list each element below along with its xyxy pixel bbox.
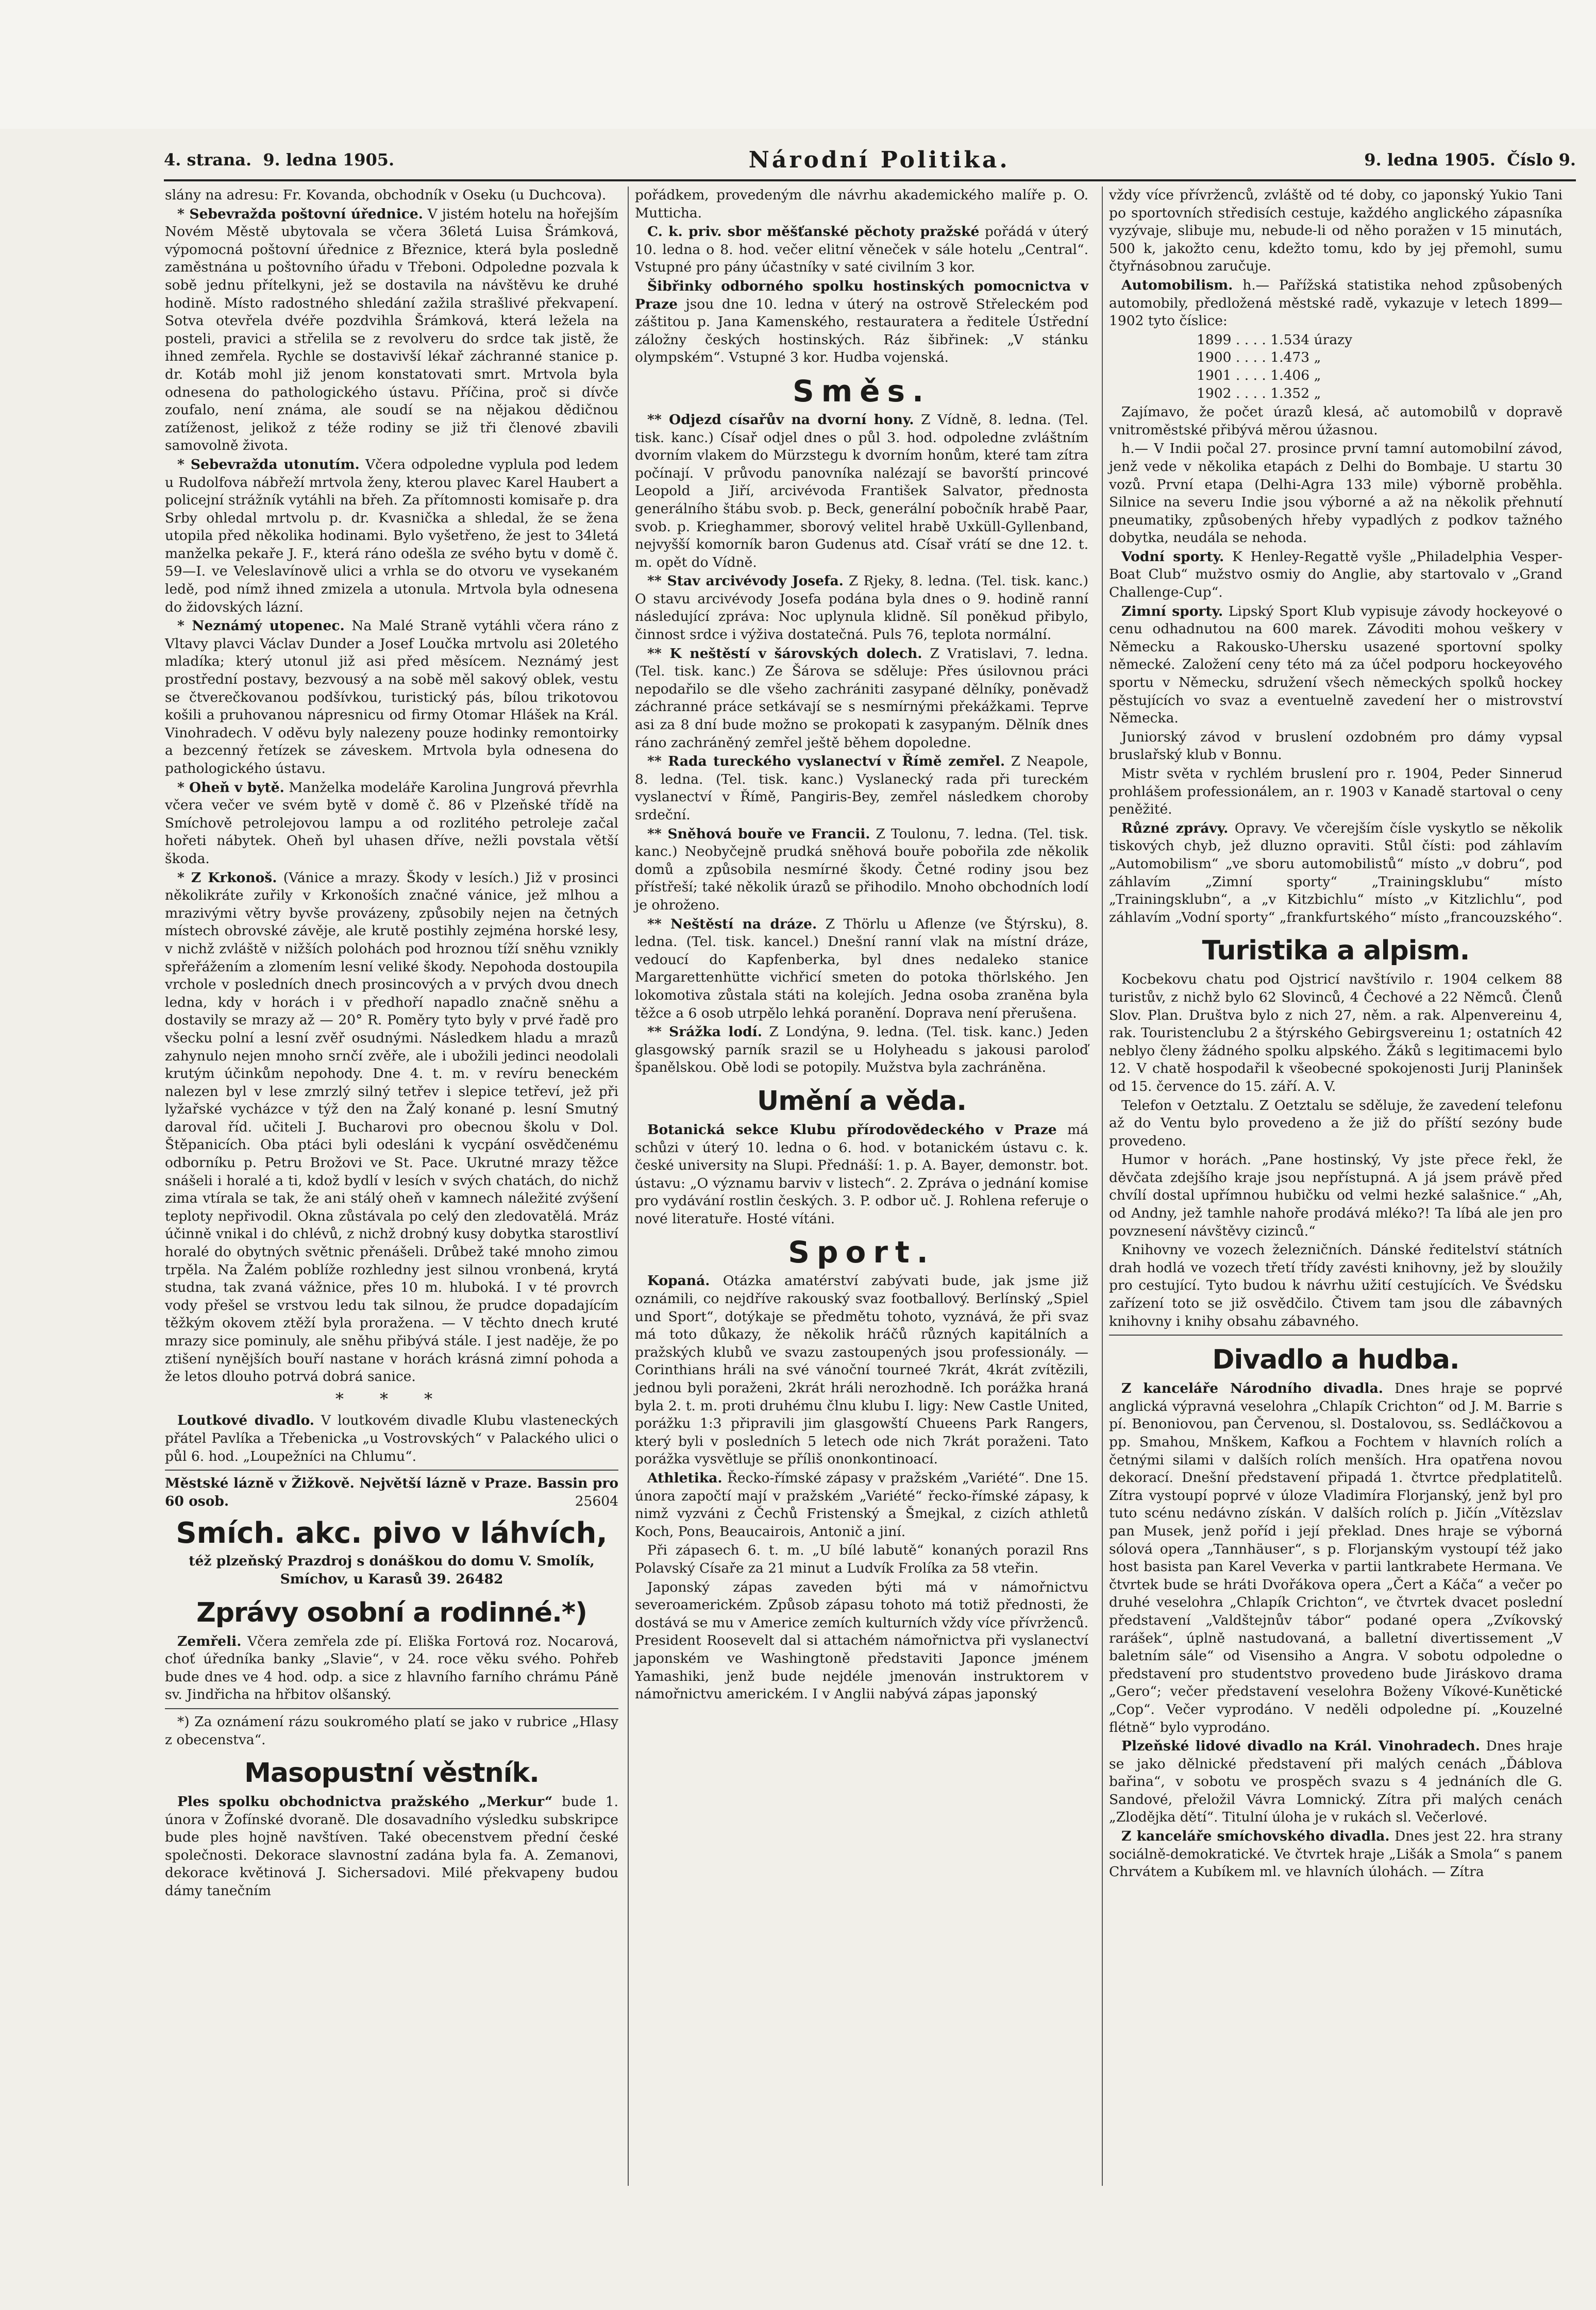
article (1109, 1380, 1563, 1736)
article-text: vždy více přívrženců, zvláště od té doby, co japonský Yukio Tani po sportovních středisích cestuje, každého anglického zápasníka vyzývaje, slibuje mu, nebude-li od něho poražen v 15 minutách, 500 k, jakožto cenu, kdežto tomu, kdo by jej přemohl, sumu čtyřnásobnou zaručuje. (1109, 187, 1563, 275)
header-rule (164, 179, 1576, 181)
article (1109, 820, 1563, 927)
article-text: Knihovny ve vozech železničních. Dánské ředitelství státních drah hodlá ve vozech třetí třídy zavésti knihovny, jež by sloužily pro cestující. Tyto budou k návrhu užití cestujících. Ve Švédsku zařízení toto se již osvědčilo. Čtivem tam jsou dle zábavných knihovny i knihy obsahu zábavného. (1109, 1242, 1563, 1329)
article-text: jsou dne 10. ledna v úterý na ostrově Střeleckém pod záštitou p. Jana Kamenského, restauratera a ředitele Ústřední záložny českých hostinských. Ráz šibřinek: „V stánku olympském“. Vstupné 3 kor. Hudba vojenská. (635, 296, 1088, 366)
column-3 (1109, 187, 1563, 1882)
article-text: bude 1. února v Žofínské dvoraně. Dle dosavadního výsledku subskripce bude ples hojně navštíven. Také obecenstvem přední české společnosti. Dekorace slavnostní zadána byla fa. A. Zemanovi, dekorace květinová J. Sichersadovi. Milé překvapeny budou dámy tanečním (165, 1794, 618, 1899)
article (165, 206, 618, 455)
article-heading: ** Rada tureckého vyslanectví v Římě zemřel. (647, 753, 1005, 770)
article (1109, 603, 1563, 728)
advertisement (165, 1553, 618, 1588)
masthead-title: Národní Politika. (748, 146, 1010, 173)
article-heading: ** Odjezd císařův na dvorní hony. (647, 411, 914, 428)
stats-row: 1900 . . . . 1.473 „ (1197, 349, 1321, 366)
article-text: Kocbekovu chatu pod Ojstricí navštívilo r. 1904 celkem 88 turistův, z nichž bylo 62 Slovinců, 4 Čechové a 22 Němců. Členů Slov. Plan. Društva bylo z nich 27, něm. a rak. Alpenvereinu 4, rak. Touristenclubu 2 a štýrského Gebirgsvereinu 1; ostatních 42 neblyo členy žádného spolku alpského. Žáků s legitimacemi bylo 12. V chatě hospodařil k všeobecné spokojenosti Jurij Planinšek od 15. července do 15. září. A. V. (1109, 971, 1563, 1094)
article-heading: * Z Krkonoš. (177, 869, 277, 886)
article-text: slány na adresu: Fr. Kovanda, obchodník v Oseku (u Duchcova). (165, 187, 607, 203)
article (165, 1412, 618, 1465)
article-text: V loutkovém divadle Klubu vlasteneckých přátel Pavlíka a Třebenicka „u Vostrovských“ v Palackého ulici o půl 6. hod. „Loupežníci na Chlumu“. (165, 1412, 618, 1464)
article-heading: Loutkové divadlo. (177, 1412, 315, 1429)
section-heading: Turistika a alpism. (1202, 935, 1470, 967)
article-text: má schůzi v úterý 10. ledna o 6. hod. v botanickém ústavu c. k. české university na Slupi. Přednáší: 1. p. A. Bayer, demonstr. bot. ústavu: „O významu barviv v listech“. 2. Zpráva o jednání komise pro vydávání rostlin českých. 3. P. odbor uč. J. Rohlena referuje o nové literatuře. Hosté vítáni. (635, 1121, 1088, 1227)
article (635, 1470, 1088, 1541)
article-text: Dnes jest 22. hra strany sociálně-demokratické. Ve čtvrtek hraje „Lišák a Smola“ s panem Chrvátem a Kubíkem ml. ve hlavních úlohách. — Zítra (1109, 1828, 1563, 1880)
article-heading: Zimní sporty. (1121, 603, 1223, 619)
section-stars: * * * (335, 1389, 448, 1409)
article-text: Telefon v Oetztalu. Z Oetztalu se sděluje, že zavedení telefonu až do Ventu bylo provedeno a že již do příští sezóny bude provedeno. (1109, 1097, 1563, 1149)
column-divider (628, 187, 629, 2186)
scan-margin (0, 0, 1596, 129)
ad-text: též plzeňský Prazdroj s donáškou do domu V. Smolík, Smíchov, u Karasů 39. (189, 1553, 595, 1587)
article-text: Z Neapole, 8. ledna. (Tel. tisk. kanc.) Vyslanecký rada při tureckém vyslanectví v Římě, Pangiris-Bey, zemřel následkem choroby srdeční. (635, 753, 1088, 823)
article-heading: Kopaná. (647, 1273, 710, 1289)
article-text: pořádkem, provedeným dle návrhu akademického malíře p. O. Mutticha. (635, 187, 1088, 221)
article-text: h.— V Indii počal 27. prosince první tamní automobilní závod, jenž vede v několika etapách z Delhi do Bombaje. U startu 30 vozů. První etapa (Delhi-Agra 133 mile) výborně proběhla. Silnice na severu Indie jsou výborné a až na několik přehnutí pneumatiky, způsobených hřeby vypadlých z podkov tažného dobytka, neudála se nehoda. (1109, 441, 1563, 546)
article-text: Z Thörlu u Aflenze (ve Štýrsku), 8. ledna. (Tel. tisk. kancel.) Dnešní ranní vlak na místní dráze, vedoucí do Kapfenberka, byl dnes nedaleko stanice Margarettenhütte vichřicí smeten do potoka thörlského. Jen lokomotiva zůstala státi na kolejích. Jedna osoba zraněna byla těžce a 6 osob utrpělo lehká poranění. Doprava není přerušena. (635, 916, 1088, 1021)
article-heading: * Oheň v bytě. (177, 779, 284, 796)
section-heading: Umění a věda. (757, 1085, 967, 1117)
article-heading: Botanická sekce Klubu přírodovědeckého v Praze (647, 1121, 1057, 1138)
ad-text: Městské lázně v Žižkově. Největší lázně v Praze. Bassin pro 60 osob. (165, 1475, 618, 1509)
article-text: V jistém hotelu na hořejším Novém Městě ubytovala se včera 36letá Luisa Šrámková, výpomocná poštovní úřednice z Březnice, která byla posledně zaměstnána u poštovního úřadu v Třeboni. Odpoledne pozvala k sobě jednu přítelkyni, jež se dostavila na návštěvu ke druhé hodině. Místo radostného shledání zažila strašlivé překvapení. Sotva otevřela dvéře pozdvihla Šrámková, která ležela na posteli, pravici a střelila se z revolveru do srdce tak jistě, že ihned zemřela. Rychle se dostavivší lékař záchranné stanice p. dr. Kotáb mohl již jenom konstatovati smrt. Mrtvola byla odnesena do pathologického ústavu. Příčina, proč si dívče zoufalo, není známa, ale soudí se na nějakou dědičnou zatíženost, jelikož z téže rodiny se již tři členové zbavili samovolně života. (165, 206, 618, 454)
article-text: Včera odpoledne vyplula pod ledem u Rudolfova nábřeží mrtvola ženy, kterou plavec Karel Haubert a policejní strážník vytáhli na břeh. Za přítomnosti komisaře p. dra Srby ohledal mrtvolu p. dr. Kvasnička a shledal, že se žena utopila před několika hodinami. Bylo vyšetřeno, že jest to 34letá manželka pekaře J. F., která ráno odešla ze svého bytu v domě č. 59—I. ve Veleslavínově ulici a vrhla se do otvoru ve vysekaném ledě, pod nímž ihned zmizela a utonula. Mrtvola byla odnesena do židovských lázní. (165, 456, 618, 615)
article (1109, 277, 1563, 330)
article-text: Juniorský závod v bruslení ozdobném pro dámy vypsal bruslařský klub v Bonnu. (1109, 729, 1563, 763)
advertisement (165, 1475, 618, 1510)
column-divider (1102, 187, 1103, 2186)
article-heading: ** Srážka lodí. (647, 1024, 762, 1040)
article (1109, 1738, 1563, 1827)
article (165, 617, 618, 778)
article-text: Při zápasech 6. t. m. „U bílé labutě“ konaných porazil Rns Polavský Císaře za 21 minut a Ludvík Frolíka za 58 vteřin. (635, 1542, 1088, 1576)
article-heading: Ples spolku obchodnictva pražského „Merkur“ (177, 1794, 553, 1810)
article-text: Včera zemřela zde pí. Eliška Fortová roz. Nocarová, choť úředníka banky „Slavie“, v 24. roce věku svého. Pohřeb bude dnes ve 4 hod. odp. a sice z hlavního farního chrámu Páně sv. Jindřicha na hřbitov olšanský. (165, 1633, 618, 1703)
ad-number: 25604 (575, 1493, 618, 1509)
article-text: Na Malé Straně vytáhli včera ráno z Vltavy plavci Václav Dunder a Josef Loučka mrtvolu asi 20letého mladíka; který utonul již asi před měsícem. Neznámý jest prostřední postavy, bezvousý a na sobě měl sakový oblek, vestu se čtverečkovanou podšívkou, turistický pás, bílou trikotovou košili a pruhovanou nápresnicu od firmy Otomar Hlášek na Král. Vinohradech. V oděvu byly nalezeny pouze hodinky remontoirky a bezcenný řetízek se záveskem. Mrtvola byla odnesena do pathologického ústavu. (165, 618, 618, 777)
article-text: pořádá v úterý 10. ledna o 8. hod. večer elitní věneček v sále hotelu „Central“. Vstupné pro pány účastníky v saté civilním 3 kor. (635, 224, 1088, 276)
header-right: 9. ledna 1905. Číslo 9. (1364, 150, 1576, 170)
section-heading: Divadlo a hudba. (1212, 1344, 1459, 1376)
article (635, 223, 1088, 277)
article (635, 753, 1088, 824)
article-text: Řecko-římské zápasy v pražském „Variété“. Dne 15. února započtí mají v pražském „Variété“ řecko-římské zápasy, k nimž vyzváni z Čechů Fristenský a Šmejkal, z cizích athletů Koch, Pons, Beaucairois, Antonič a jiní. (635, 1470, 1088, 1540)
footnote-divider (165, 1708, 618, 1709)
article (1109, 548, 1563, 602)
article-heading: Z kanceláře smíchovského divadla. (1121, 1828, 1390, 1845)
article-heading: * Sebevražda utonutím. (177, 456, 360, 473)
section-divider (1109, 1335, 1563, 1336)
article-text: Dnes hraje se jako dělnické představení při malých cenách „Ďáblova bařina“, v sobotu ve prospěch svazu s 4 jednáních dle G. Sandové, přeložil Vávra Lomnický. Zítra při malých cenách „Zlodějka dětí“. Titulní úloha je v rukách sl. Večerlové. (1109, 1738, 1563, 1826)
article-text: Otázka amatérství zabývati bude, jak jsme již oznámili, co nejdříve rakouský svaz footballový. Berlínský „Spiel und Sport“, dotýkaje se předmětu tohoto, vyznává, že při svaz má toto důkazy, že několik hráčů různých kapitálních a pražských klubů ve svazu zastoupených jsou professionály. — Corinthians hráli na své vánoční tourneé 7krát, 4krát zvítězili, jednou byli poraženi, 2krát hráli nerozhodně. Ich porážka hraná byla 2. t. m. proti druhému člnu klubu I. ligy: New Castle United, porážku 1:3 připravili jim glasgowští Chueens Park Rangers, který byli v posledních 5 letech ode nich 7krát poraženi. Tato porážka vysvětluje se příliš ononkontinoací. (635, 1273, 1088, 1468)
ad-divider (165, 1470, 618, 1471)
article-text: Z Toulonu, 7. ledna. (Tel. tisk. kanc.) Neobyčejně prudká sněhová bouře pobořila zde několik domů a způsobila nesmírné škody. Četné rodiny jsou bez přístřeší; také několik úrazů se přihodilo. Mnoho obchodních lodí je ohroženo. (635, 825, 1088, 913)
column-1 (165, 187, 618, 1901)
article-heading: * Neznámý utopenec. (177, 618, 345, 634)
ad-number: 26482 (456, 1571, 503, 1587)
article-text: h.— Pařížská statistika nehod způsobených automobily, předložená městské radě, vykazuje v letech 1899—1902 tyto číslice: (1109, 277, 1563, 329)
article (635, 1121, 1088, 1228)
article (635, 1023, 1088, 1077)
article-heading: Vodní sporty. (1121, 548, 1224, 565)
article (635, 572, 1088, 644)
article-heading: ** Neštěstí na dráze. (647, 916, 817, 932)
article-text: Z Vídně, 8. ledna. (Tel. tisk. kanc.) Císař odjel dnes o půl 3. hod. odpoledne zvláštním dvorním vlakem do Mürzstegu k dvorním honům, které tam zítra počínají. V průvodu panovníka nalézají se bavorští princové Leopold a Jiří, arcivévoda František Salvator, přednosta generálního štábu svob. p. Beck, generální pobočník hrabě Paar, svob. p. Krieghammer, sborový velitel hrabě Uxküll-Gyllenband, nejvyšší komorník baron Gudenus atd. Císař vrátí se dne 12. t. m. opět do Vídně. (635, 411, 1088, 570)
article-heading: Šibřinky odborného spolku hostinských pomocnictva v Praze (635, 278, 1088, 312)
section-heading: Zprávy osobní a rodinné.*) (196, 1597, 587, 1628)
article-heading: Athletika. (647, 1470, 723, 1486)
article (635, 1272, 1088, 1469)
section-heading: Sport. (788, 1235, 935, 1270)
header-left: 4. strana. 9. ledna 1905. (164, 150, 395, 170)
article (635, 278, 1088, 367)
article-heading: ** Sněhová bouře ve Francii. (647, 825, 870, 842)
article (165, 1793, 618, 1900)
article-heading: Různé zprávy. (1121, 820, 1229, 836)
article (1109, 1828, 1563, 1881)
article-text: Opravy. Ve včerejším čísle vyskytlo se několik tiskových chyb, jež dluzno opraviti. Stůl čísti: pod záhlavím „Automobilism“ „ve sboru automobilistů“ místo „v dobru“, pod záhlavím „Zimní sporty“ „Trainingsklubu“ místo „Trainingsklubn“, a „v Kitzbichlu“ místo „v Kitzlichlu“, pod záhlavím „Vodní sporty“ „frankfurtského“ místo „francouzského“. (1109, 820, 1563, 925)
article-text: Japonský zápas zaveden býti má v námořnictvu severoamerickém. Způsob zápasu tohoto má totiž přednosti, že dostává se mu v Americe zemích kulturních vždy více přívrženců. President Roosevelt dal si attachém námořnictva při vyslanectví japonském ve Washingtoně představiti Japonce jménem Yamashiki, jenž bude nejdéle jmenován instruktorem v námořnictvu americkém. I v Anglii nabývá zápas japonský (635, 1579, 1088, 1702)
article-heading: Plzeňské lidové divadlo na Král. Vinohradech. (1121, 1738, 1481, 1755)
stats-row: 1901 . . . . 1.406 „ (1197, 367, 1321, 383)
article-text: Z Londýna, 9. ledna. (Tel. tisk. kanc.) Jeden glasgowský parník srazil se u Holyheadu s jakousi paroloď španělskou. Obě lodi se potopily. Mužstva byla zachráněna. (635, 1024, 1088, 1076)
article-text: K Henley-Regattě vyšle „Philadelphia Vesper-Boat Club“ mužstvo osmiy do Anglie, aby startovalo v „Grand Challenge-Cup“. (1109, 548, 1563, 601)
article (165, 456, 618, 616)
article-text: Mistr světa v rychlém bruslení pro r. 1904, Peder Sinnerud prohlášem professionálem, an r. 1903 v Kanadě startoval o ceny peněžité. (1109, 766, 1563, 818)
article-text: Humor v horách. „Pane hostinský, Vy jste přece řekl, že děvčata zdejšího kraje jsou nepřístupná. A já jsem právě před chvílí dostal upřímnou hubičku od velmi hezké salašnice.“ „Ah, od Andny, jež tamhle nahoře prodává mléko?! Ta líbá ale jen pro povznesení návštěvy cizinců.“ (1109, 1152, 1563, 1239)
column-2 (635, 187, 1088, 1705)
section-heading: Masopustní věstník. (244, 1758, 539, 1789)
article-text: (Vánice a mrazy. Škody v lesích.) Již v prosinci několikráte zuřily v Krkonoších značné vánice, jež mlhou a mrazivými větry byvše provázeny, způsobily nejen na četných místech obrovské závěje, ale krutě postihly zejména horské lesy, v nichž zvláště v nižších polohách pod hroznou tíží sněhu vznikly spřeřážením a zlomením lesní veliké škody. Nepohoda dostoupila vrchole v posledních dnech prosincových a v prvých dvou dnech ledna, kdy v horách i v předhoří napadlo značně sněhu a dostavily se mrazy až — 20° R. Poměry tyto byly v prvé řadě pro všecku polní a lesní zvěř osudnými. Následkem hladu a mrazů zahynulo nejen mnoho srnčí zvěře, ale i ubožili jedinci neodolali krutým účinkům nepohody. Dne 4. t. m. v revíru beneckém nalezen byl v lese zmrzlý silný tetřev i slepice tetřeví, jež při lyžařské vycházce v týž den na Žalý konané p. lesní Smutný daroval říd. učiteli J. Bucharovi pro obecnou školu v Dol. Štěpanicích. Oba ptáci byli odesláni k vycpání osvědčenému odborníku p. Petru Brožovi ve St. Pace. Ukrutné mrazy těžce snášeli i horalé a ti, kdož bydlí v lesích v svých chatách, do nichž zima vtírala se tak, že ani stálý oheň v kamnech náležité zvýšení teploty nepřivodil. Okna zůstávala po celý den zledovatělá. Mráz účinně vnikal i do chlévů, z nichž drobný kusy dobytka starostliví horalé do obytných světnic přenášeli. Drůbež také mnoho zimou trpěla. Na Žalém poblíže rozhledny jest silnou vronbená, krytá studna, tak zvaná vážnice, přes 10 m. hluboká. I v té provrch vody přešel se vrstvou ledu tak silnou, že prudce dopadajícím těžkým okovem ztěží byla proražena. — V těchto dnech kruté mrazy sice pominuly, ale sněhu přibývá stále. I jest naděje, že po ztišení nynějších bouří nastane v horách krásná zimní pohoda a že letos dlouho potrvá dobrá sanice. (165, 869, 618, 1385)
article (165, 779, 618, 868)
ad-headline: Smích. akc. pivo v láhvích, (176, 1516, 608, 1550)
article-text: Manželka modeláře Karolina Jungrová převrhla včera večer ve svém bytě v domě č. 86 v Plzeňské třídě na Smíchově petrolejovou lampu a od rozlitého petroleje začal hořeti nábytek. Oheň byl uhasen dříve, nežli povstala větší škoda. (165, 779, 618, 867)
article-heading: Automobilism. (1121, 277, 1233, 293)
article-text: Lipský Sport Klub vypisuje závody hockeyové o cenu odhadnutou na 600 marek. Závoditi mohou veškery v Německu a Rakousko-Uhersku usazené sportovní spolky německé. Založení ceny této má za účel podporu hockeyového sportu v Německu, sdružení všech německých spolků hockey pěstujících vo svaz a eventuelně zavedení her o mistrovství Německa. (1109, 603, 1563, 727)
article-heading: Z kanceláře Národního divadla. (1121, 1380, 1383, 1397)
section-heading: Směs. (792, 373, 931, 409)
article-text: Z Vratislavi, 7. ledna. (Tel. tisk. kanc.) Ze Šárova se sděluje: Přes úsilovnou práci nepodařilo se dle všeho zachrániti zasypané dělníky, poněvadž záchranné práce setkávají se s nesmírnými překážkami. Teprve asi za 8 dní bude možno se prokopati k zasypaným. Dělník dnes ráno zachráněný zemřel ještě během dopoledne. (635, 645, 1088, 751)
article-text: Dnes hraje se poprvé anglická výpravná veselohra „Chlapík Crichton“ od J. M. Barrie s pí. Benoniovou, pan Červenou, sl. Dostalovou, ss. Sedláčkovou a pp. Smahou, Mnškem, Kafkou a Fochtem v hlavních rolích a četnými silami v dalších rolích menších. Hra opatřena novou dekorací. Dnešní představení připadá 1. čtvrtce předplatitelů. Zítra vystoupí poprvé v úloze Vladimíra Florjanský, jenž byl pro tuto scénu nedávno získán. V dalších rolích p. Jičín „Vítězslav pan Musek, jenž poříd i její překlad. Dnes hraje se výborná sólová opera „Tannhäuser“, s p. Florjanským vystoupí též jako host basista pan Karel Veverka v partii lantkrabete Hermana. Ve čtvrtek bude se hráti Dvořákova opera „Čert a Káča“ a večer po druhé veselohra „Chlapík Crichton“, ve čtvrtek dvacet poslední představení „Valdštejnův tábor“ podané opera „Zvíkovský rarášek“, úplně nastudovaná, a balletní divertissement „V baletním sále“ od Visensiho a Angra. V sobotu odpoledne o představení pro studentstvo provedeno bude Jiráskovo drama „Gero“; večer představení veselohra Boženy Víkové-Kunětické „Cop“. Večer vyprodáno. V neděli odpoledne pí. „Kouzelné flétně“ bylo vyprodáno. (1109, 1380, 1563, 1735)
article (165, 869, 618, 1386)
article-heading: Zemřeli. (177, 1633, 242, 1649)
article (635, 645, 1088, 752)
article (165, 1633, 618, 1704)
article-text: Z Rjeky, 8. ledna. (Tel. tisk. kanc.) O stavu arcivévody Josefa podána byla dnes o 9. hodině ranní následující zpráva: Noc uplynula klidně. Síl poněkud přibylo, činnost srdce i výživa dostatečná. Puls 76, teplota normální. (635, 573, 1088, 643)
article-heading: ** Stav arcivévody Josefa. (647, 573, 844, 589)
article-heading: C. k. priv. sbor měšťanské pěchoty pražské (647, 224, 980, 240)
footnote: *) Za oznámení rázu soukromého platí se jako v rubrice „Hlasy z obecenstva“. (165, 1713, 618, 1748)
page-header (164, 147, 1576, 173)
article (635, 825, 1088, 915)
article-text: Zajímavo, že počet úrazů klesá, ač automobilů v dopravě vnitroměstské přibývá měrou úžasnou. (1109, 404, 1563, 438)
stats-row: 1902 . . . . 1.352 „ (1197, 385, 1321, 401)
article (635, 411, 1088, 571)
stats-table (1197, 331, 1563, 402)
stats-row: 1899 . . . . 1.534 úrazy (1197, 331, 1353, 348)
article-heading: ** K neštěstí v šárovských dolech. (647, 645, 922, 662)
article-heading: * Sebevražda poštovní úřednice. (177, 206, 423, 222)
article (635, 916, 1088, 1023)
